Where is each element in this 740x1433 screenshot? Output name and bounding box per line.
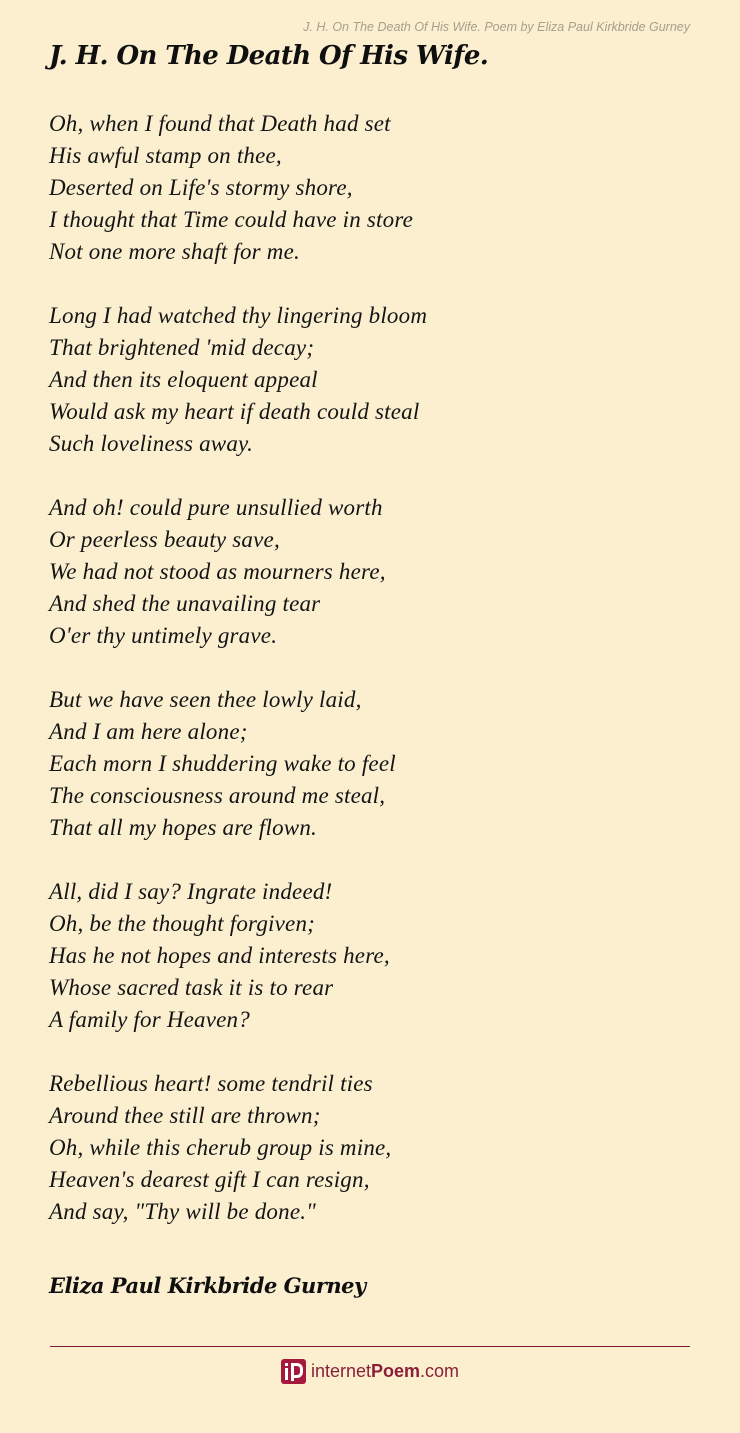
stanza	[49, 684, 689, 844]
poem-line: Would ask my heart if death could steal	[49, 399, 420, 424]
stanza	[49, 300, 689, 460]
poem-line: Heaven's dearest gift I can resign,	[49, 1167, 370, 1192]
poem-meta-caption: J. H. On The Death Of His Wife. Poem by Eliza Paul Kirkbride Gurney	[303, 20, 690, 34]
poem-title: J. H. On The Death Of His Wife.	[49, 41, 489, 71]
poem-line: And I am here alone;	[49, 719, 248, 744]
poem-line: Each morn I shuddering wake to feel	[49, 751, 396, 776]
brand-wordmark-part: internet	[310, 1361, 371, 1381]
poem-line: Long I had watched thy lingering bloom	[49, 303, 428, 328]
stanza	[49, 876, 689, 1036]
poem-line: His awful stamp on thee,	[49, 143, 282, 168]
poem-line: O'er thy untimely grave.	[49, 623, 278, 648]
brand-wordmark-part: Poem	[371, 1361, 421, 1381]
poem-line: That brightened 'mid decay;	[49, 335, 315, 360]
poem-line: Around thee still are thrown;	[49, 1103, 321, 1128]
poem-line: That all my hopes are flown.	[49, 815, 317, 840]
footer-brand-link[interactable]	[0, 1358, 740, 1384]
stanza	[49, 108, 689, 268]
poem-line: Deserted on Life's stormy shore,	[49, 175, 353, 200]
poem-line: Has he not hopes and interests here,	[49, 943, 390, 968]
poem-line: Oh, while this cherub group is mine,	[49, 1135, 392, 1160]
stanza	[49, 1068, 689, 1228]
poem-line: And say, "Thy will be done."	[49, 1199, 317, 1224]
poem-line: And oh! could pure unsullied worth	[49, 495, 383, 520]
poem-line: But we have seen thee lowly laid,	[49, 687, 362, 712]
poem-author: Eliza Paul Kirkbride Gurney	[49, 1273, 366, 1298]
brand-wordmark-part: .com	[420, 1361, 460, 1381]
poem-line: Rebellious heart! some tendril ties	[49, 1071, 373, 1096]
stanza	[49, 492, 689, 652]
poem-line: I thought that Time could have in store	[49, 207, 414, 232]
poem-line: Such loveliness away.	[49, 431, 254, 456]
poem-line: Oh, when I found that Death had set	[49, 111, 391, 136]
footer-divider	[50, 1346, 690, 1347]
poem-line: Not one more shaft for me.	[49, 239, 300, 264]
poem-line: Or peerless beauty save,	[49, 527, 280, 552]
poem-line: A family for Heaven?	[49, 1007, 250, 1032]
poem-line: Oh, be the thought forgiven;	[49, 911, 316, 936]
poem-line: All, did I say? Ingrate indeed!	[49, 879, 333, 904]
poem-line: The consciousness around me steal,	[49, 783, 386, 808]
poem-line: Whose sacred task it is to rear	[49, 975, 334, 1000]
ip-logo-icon	[281, 1359, 306, 1384]
poem-body	[49, 108, 689, 1260]
poem-line: And then its eloquent appeal	[49, 367, 318, 392]
brand-wordmark	[311, 1358, 459, 1384]
poem-line: We had not stood as mourners here,	[49, 559, 386, 584]
poem-line: And shed the unavailing tear	[49, 591, 321, 616]
